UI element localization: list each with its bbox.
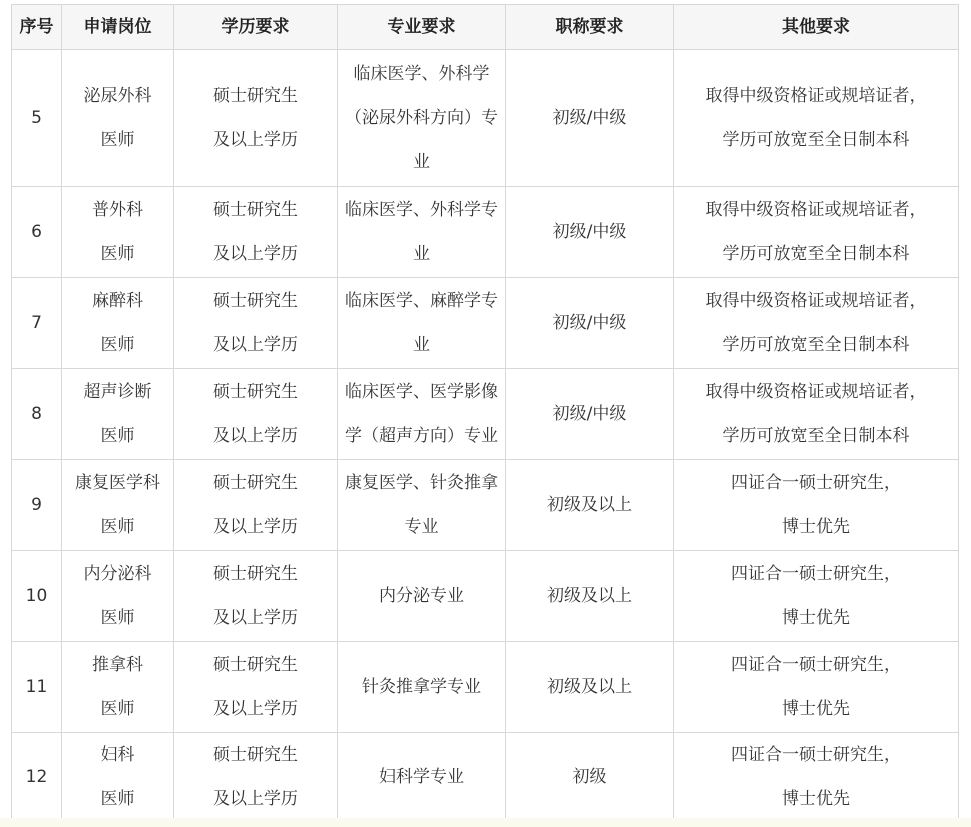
cell-education-line: 及以上学历: [213, 244, 298, 264]
cell-post-line: 推拿科: [92, 655, 143, 675]
cell-education-line: 硕士研究生: [213, 564, 298, 584]
cell-number: 10: [12, 551, 62, 642]
cell-other-line: 博士优先: [782, 699, 850, 719]
cell-major-line: 业: [413, 152, 430, 172]
cell-title: 初级/中级: [506, 50, 674, 187]
cell-post-line: 医师: [100, 699, 135, 719]
cell-other: [674, 460, 959, 551]
cell-post: [62, 278, 174, 369]
cell-post-line: 妇科: [100, 745, 135, 765]
cell-other-line: 博士优先: [782, 517, 850, 537]
cell-other-line: 四证合一硕士研究生，: [731, 655, 901, 675]
table-row: [12, 369, 959, 460]
cell-post: [62, 50, 174, 187]
cell-other: [674, 187, 959, 278]
cell-education-line: 硕士研究生: [213, 291, 298, 311]
header-title: 职称要求: [506, 5, 674, 50]
cell-major-line: 学（超声方向）专业: [345, 426, 498, 446]
header-education: 学历要求: [174, 5, 338, 50]
cell-education-line: 硕士研究生: [213, 655, 298, 675]
cell-title: 初级及以上: [506, 460, 674, 551]
cell-post: [62, 460, 174, 551]
cell-major-line: 康复医学、针灸推拿: [345, 473, 498, 493]
cell-other: [674, 733, 959, 822]
table-row: [12, 50, 959, 187]
bottom-strip: [0, 818, 971, 827]
cell-other-line: 学历可放宽至全日制本科: [722, 130, 910, 150]
cell-other-line: 四证合一硕士研究生，: [731, 473, 901, 493]
cell-education-line: 硕士研究生: [213, 200, 298, 220]
cell-post-line: 医师: [100, 426, 135, 446]
cell-other-line: 四证合一硕士研究生，: [731, 564, 901, 584]
cell-major-line: 临床医学、外科学专: [345, 200, 498, 220]
cell-post-line: 医师: [100, 517, 135, 537]
cell-other-line: 博士优先: [782, 608, 850, 628]
cell-major: [338, 551, 506, 642]
cell-other: [674, 278, 959, 369]
cell-other: [674, 551, 959, 642]
cell-post-line: 康复医学科: [75, 473, 160, 493]
cell-number: 12: [12, 733, 62, 822]
cell-education-line: 及以上学历: [213, 789, 298, 809]
cell-education-line: 硕士研究生: [213, 382, 298, 402]
cell-post-line: 泌尿外科: [83, 86, 152, 106]
cell-post-line: 内分泌科: [83, 564, 152, 584]
cell-education: [174, 642, 338, 733]
cell-other-line: 学历可放宽至全日制本科: [722, 426, 910, 446]
cell-other: [674, 369, 959, 460]
cell-title: 初级及以上: [506, 551, 674, 642]
cell-education-line: 硕士研究生: [213, 473, 298, 493]
table-row: [12, 460, 959, 551]
cell-post-line: 医师: [100, 335, 135, 355]
cell-number: 5: [12, 50, 62, 187]
cell-education-line: 及以上学历: [213, 335, 298, 355]
cell-title: 初级/中级: [506, 187, 674, 278]
cell-post: [62, 551, 174, 642]
cell-education-line: 硕士研究生: [213, 86, 298, 106]
cell-number: 7: [12, 278, 62, 369]
cell-post-line: 超声诊断: [83, 382, 152, 402]
cell-post: [62, 642, 174, 733]
cell-other: [674, 50, 959, 187]
cell-major-line: （泌尿外科方向）专: [345, 108, 498, 128]
table-row: [12, 733, 959, 822]
cell-education-line: 及以上学历: [213, 426, 298, 446]
header-number: 序号: [12, 5, 62, 50]
header-other: 其他要求: [674, 5, 959, 50]
cell-major-line: 妇科学专业: [379, 767, 464, 787]
cell-post-line: 医师: [100, 130, 135, 150]
cell-other-line: 四证合一硕士研究生，: [731, 745, 901, 765]
cell-education: [174, 551, 338, 642]
cell-title: 初级/中级: [506, 278, 674, 369]
cell-other: [674, 642, 959, 733]
table-row: [12, 187, 959, 278]
cell-education-line: 及以上学历: [213, 517, 298, 537]
cell-major: [338, 642, 506, 733]
cell-other-line: 学历可放宽至全日制本科: [722, 244, 910, 264]
cell-major: [338, 50, 506, 187]
cell-post: [62, 187, 174, 278]
cell-major-line: 业: [413, 244, 430, 264]
table-row: [12, 642, 959, 733]
cell-major-line: 内分泌专业: [379, 586, 464, 606]
cell-title: 初级/中级: [506, 369, 674, 460]
cell-education-line: 及以上学历: [213, 130, 298, 150]
cell-education: [174, 278, 338, 369]
cell-other-line: 取得中级资格证或规培证者，: [705, 86, 927, 106]
cell-number: 9: [12, 460, 62, 551]
cell-education-line: 及以上学历: [213, 608, 298, 628]
cell-education: [174, 50, 338, 187]
cell-number: 6: [12, 187, 62, 278]
table-row: [12, 278, 959, 369]
cell-major-line: 业: [413, 335, 430, 355]
cell-post-line: 麻醉科: [92, 291, 143, 311]
cell-education-line: 硕士研究生: [213, 745, 298, 765]
cell-other-line: 取得中级资格证或规培证者，: [705, 291, 927, 311]
cell-number: 8: [12, 369, 62, 460]
cell-major-line: 临床医学、外科学: [353, 64, 490, 84]
cell-post-line: 医师: [100, 608, 135, 628]
cell-major: [338, 460, 506, 551]
cell-number: 11: [12, 642, 62, 733]
cell-other-line: 博士优先: [782, 789, 850, 809]
cell-education: [174, 733, 338, 822]
table-row: [12, 551, 959, 642]
cell-post-line: 医师: [100, 789, 135, 809]
cell-education: [174, 187, 338, 278]
cell-major: [338, 369, 506, 460]
cell-major-line: 专业: [404, 517, 439, 537]
cell-other-line: 取得中级资格证或规培证者，: [705, 200, 927, 220]
header-major: 专业要求: [338, 5, 506, 50]
cell-major: [338, 187, 506, 278]
cell-other-line: 学历可放宽至全日制本科: [722, 335, 910, 355]
cell-major-line: 临床医学、麻醉学专: [345, 291, 498, 311]
cell-major: [338, 733, 506, 822]
table-header-row: [12, 5, 959, 50]
cell-education: [174, 369, 338, 460]
recruitment-table: [11, 4, 959, 822]
cell-title: 初级及以上: [506, 642, 674, 733]
cell-other-line: 取得中级资格证或规培证者，: [705, 382, 927, 402]
cell-title: 初级: [506, 733, 674, 822]
cell-post: [62, 733, 174, 822]
cell-major-line: 针灸推拿学专业: [362, 677, 481, 697]
cell-major-line: 临床医学、医学影像: [345, 382, 498, 402]
cell-post-line: 普外科: [92, 200, 143, 220]
cell-post: [62, 369, 174, 460]
cell-major: [338, 278, 506, 369]
header-post: 申请岗位: [62, 5, 174, 50]
cell-post-line: 医师: [100, 244, 135, 264]
cell-education: [174, 460, 338, 551]
table-body: [12, 50, 959, 822]
cell-education-line: 及以上学历: [213, 699, 298, 719]
